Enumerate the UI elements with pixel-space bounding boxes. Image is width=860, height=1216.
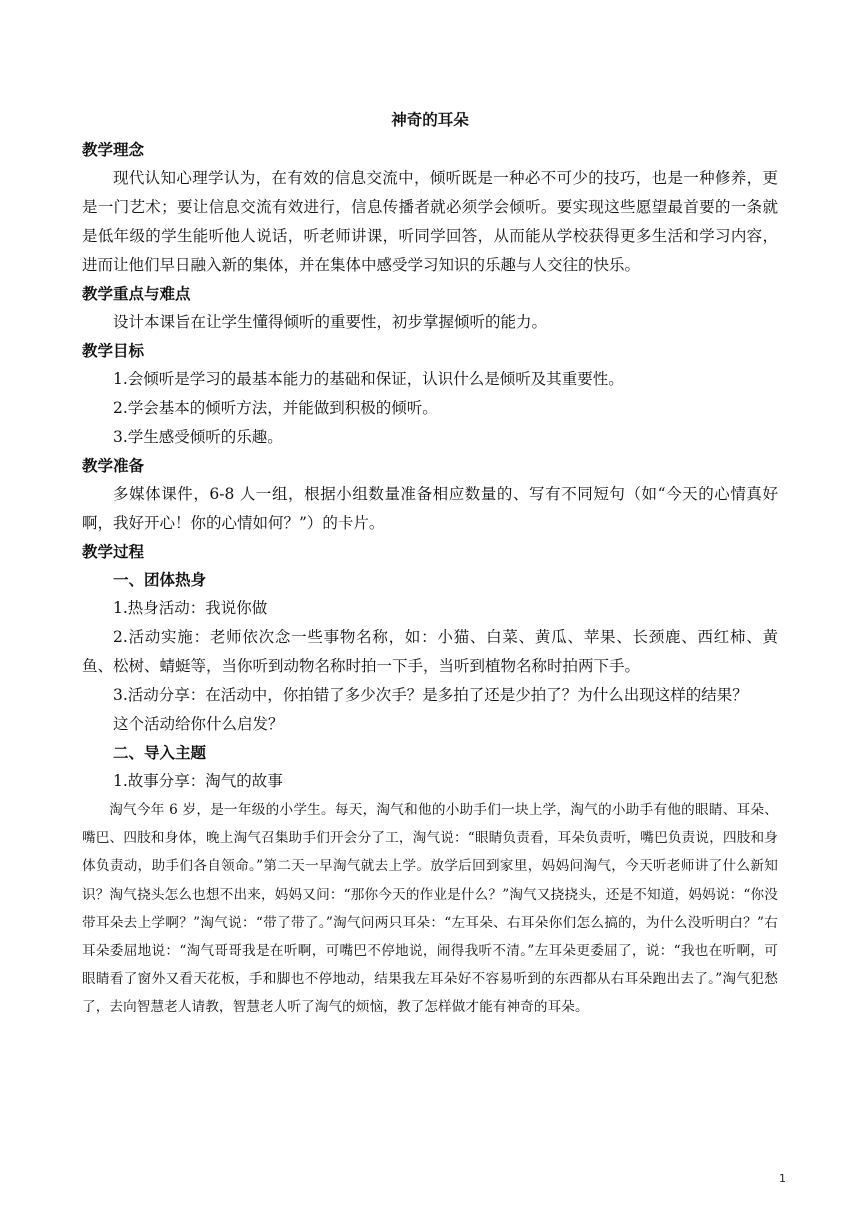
- subheading-introduce-topic: 二、导入主题: [113, 744, 207, 762]
- heading-preparation: 教学准备: [82, 457, 145, 475]
- heading-teaching-process: 教学过程: [82, 543, 145, 561]
- goal-item-1: 1.会倾听是学习的最基本能力的基础和保证，认识什么是倾听及其重要性。: [113, 370, 624, 388]
- heading-key-points: 教学重点与难点: [82, 285, 191, 303]
- subheading-warmup: 一、团体热身: [113, 571, 207, 589]
- warmup-item-2: 2.活动实施：老师依次念一些事物名称，如：小猫、白菜、黄瓜、苹果、长颈鹿、西红柿、黄鱼、松树、蜻蜓等，当你听到动物名称时拍一下手，当听到植物名称时拍两下手。: [82, 628, 778, 675]
- intro-item-1: 1.故事分享：淘气的故事: [113, 772, 283, 790]
- goal-item-3: 3.学生感受倾听的乐趣。: [113, 428, 283, 446]
- paragraph-teaching-concept: 现代认知心理学认为，在有效的信息交流中，倾听既是一种必不可少的技巧，也是一种修养，更是一门艺术；要让信息交流有效进行，信息传播者就必须学会倾听。要实现这些愿望最首要的一条就是低年级的学生能听他人说话，听老师讲课，听同学回答，从而能从学校获得更多生活和学习内容，进而让他们早日融入新的集体，并在集体中感受学习知识的乐趣与人交往的快乐。: [82, 169, 778, 274]
- story-paragraph: 淘气今年 6 岁，是一年级的小学生。每天，淘气和他的小助手们一块上学，淘气的小助手有他的眼睛、耳朵、嘴巴、四肢和身体，晚上淘气召集助手们开会分了工，淘气说：“眼睛负责看，耳朵负责听，嘴巴负责说，四肢和身体负责动，助手们各自领命。”第二天一早淘气就去上学。放学后回到家里，妈妈问淘气，今天听老师讲了什么新知识？淘气挠头怎么也想不出来，妈妈又问：“那你今天的作业是什么？”淘气又挠挠头，还是不知道，妈妈说：“你没带耳朵去上学啊？”淘气说：“带了带了。”淘气问两只耳朵：“左耳朵、右耳朵你们怎么搞的，为什么没听明白？”右耳朵委屈地说：“淘气哥哥我是在听啊，可嘴巴不停地说，闹得我听不清。”左耳朵更委屈了，说：“我也在听啊，可眼睛看了窗外又看天花板，手和脚也不停地动，结果我左耳朵好不容易听到的东西都从右耳朵跑出去了。”淘气犯愁了，去向智慧老人请教，智慧老人听了淘气的烦恼，教了怎样做才能有神奇的耳朵。: [82, 802, 778, 1016]
- heading-teaching-goals: 教学目标: [82, 342, 145, 360]
- heading-teaching-concept: 教学理念: [82, 141, 145, 159]
- paragraph-preparation: 多媒体课件，6-8 人一组，根据小组数量准备相应数量的、写有不同短句（如“今天的心情真好啊，我好开心！你的心情如何？”）的卡片。: [82, 485, 778, 532]
- warmup-item-4: 这个活动给你什么启发？: [113, 715, 284, 733]
- document-body: [82, 136, 778, 1022]
- warmup-item-1: 1.热身活动：我说你做: [113, 599, 268, 617]
- goal-item-2: 2.学会基本的倾听方法，并能做到积极的倾听。: [113, 399, 438, 417]
- document-title: 神奇的耳朵: [391, 111, 469, 129]
- page-number: 1: [779, 1172, 786, 1185]
- paragraph-key-points: 设计本课旨在让学生懂得倾听的重要性，初步掌握倾听的能力。: [113, 313, 548, 331]
- warmup-item-3: 3.活动分享：在活动中，你拍错了多少次手？是多拍了还是少拍了？为什么出现这样的结果？: [113, 686, 748, 704]
